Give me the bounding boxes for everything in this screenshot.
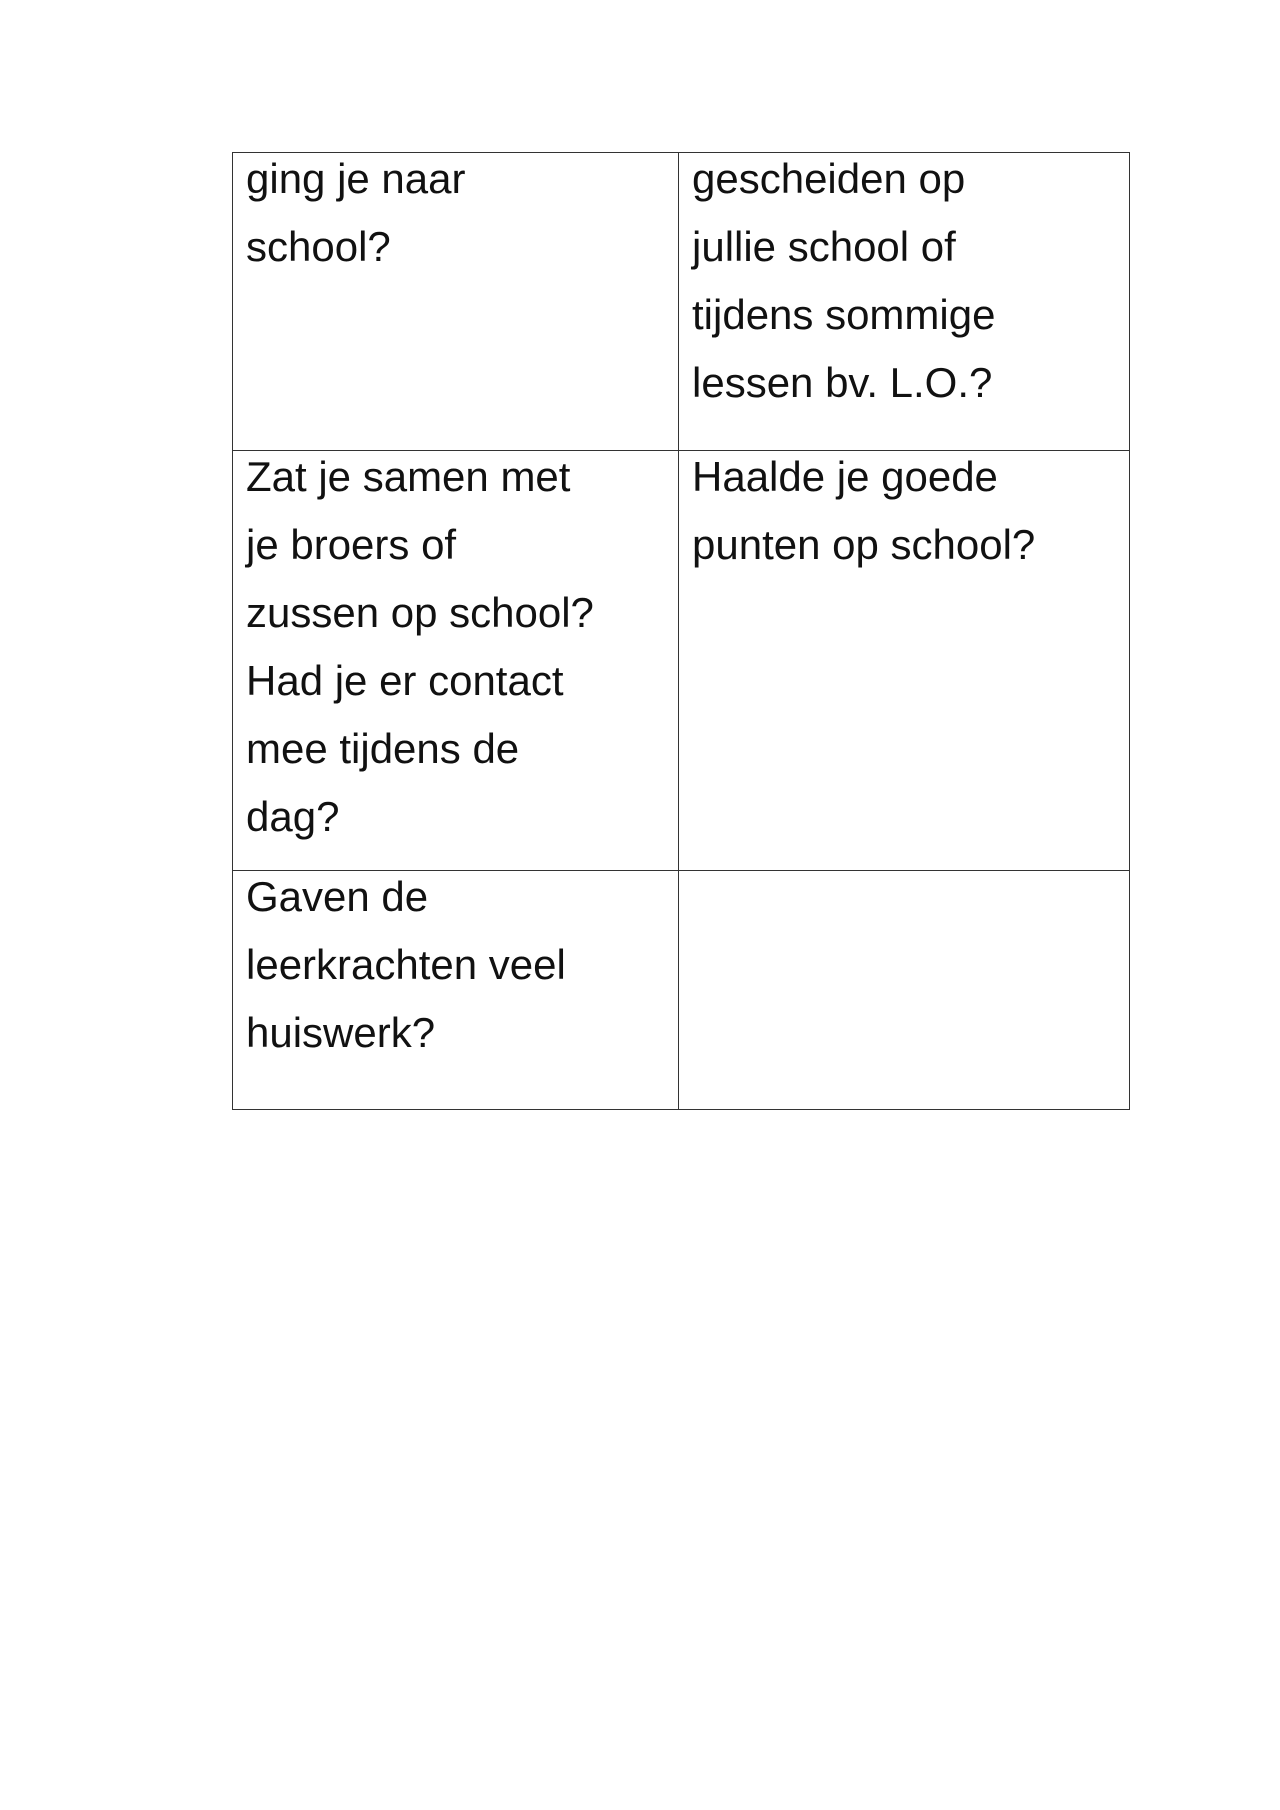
- question-text-line: lessen bv. L.O.?: [692, 359, 993, 406]
- question-text-line: mee tijdens de: [246, 725, 520, 772]
- question-text-line: gescheiden op: [692, 155, 966, 202]
- question-text-line: tijdens sommige: [692, 291, 996, 338]
- question-cell: [233, 153, 679, 451]
- table-row: [233, 871, 1130, 1110]
- question-text-line: leerkrachten veel: [246, 941, 566, 988]
- question-text-line: Gaven de: [246, 873, 429, 920]
- question-cell: [233, 451, 679, 871]
- question-text-line: Had je er contact: [246, 657, 564, 704]
- question-text-line: dag?: [246, 793, 340, 840]
- question-cell: [679, 451, 1130, 871]
- table-row: [233, 451, 1130, 871]
- question-table: [232, 152, 1130, 1110]
- question-cell: [679, 153, 1130, 451]
- question-cell: [233, 871, 679, 1110]
- table-row: [233, 153, 1130, 451]
- question-text-line: Zat je samen met: [246, 453, 571, 500]
- question-text-line: school?: [246, 223, 391, 270]
- question-text-line: zussen op school?: [246, 589, 594, 636]
- question-cell: [679, 871, 1130, 1110]
- question-text-line: ging je naar: [246, 155, 466, 202]
- question-text-line: je broers of: [246, 521, 457, 568]
- question-text-line: huiswerk?: [246, 1009, 436, 1056]
- question-text-line: punten op school?: [692, 521, 1036, 568]
- question-text-line: Haalde je goede: [692, 453, 998, 500]
- question-text-line: jullie school of: [692, 223, 956, 270]
